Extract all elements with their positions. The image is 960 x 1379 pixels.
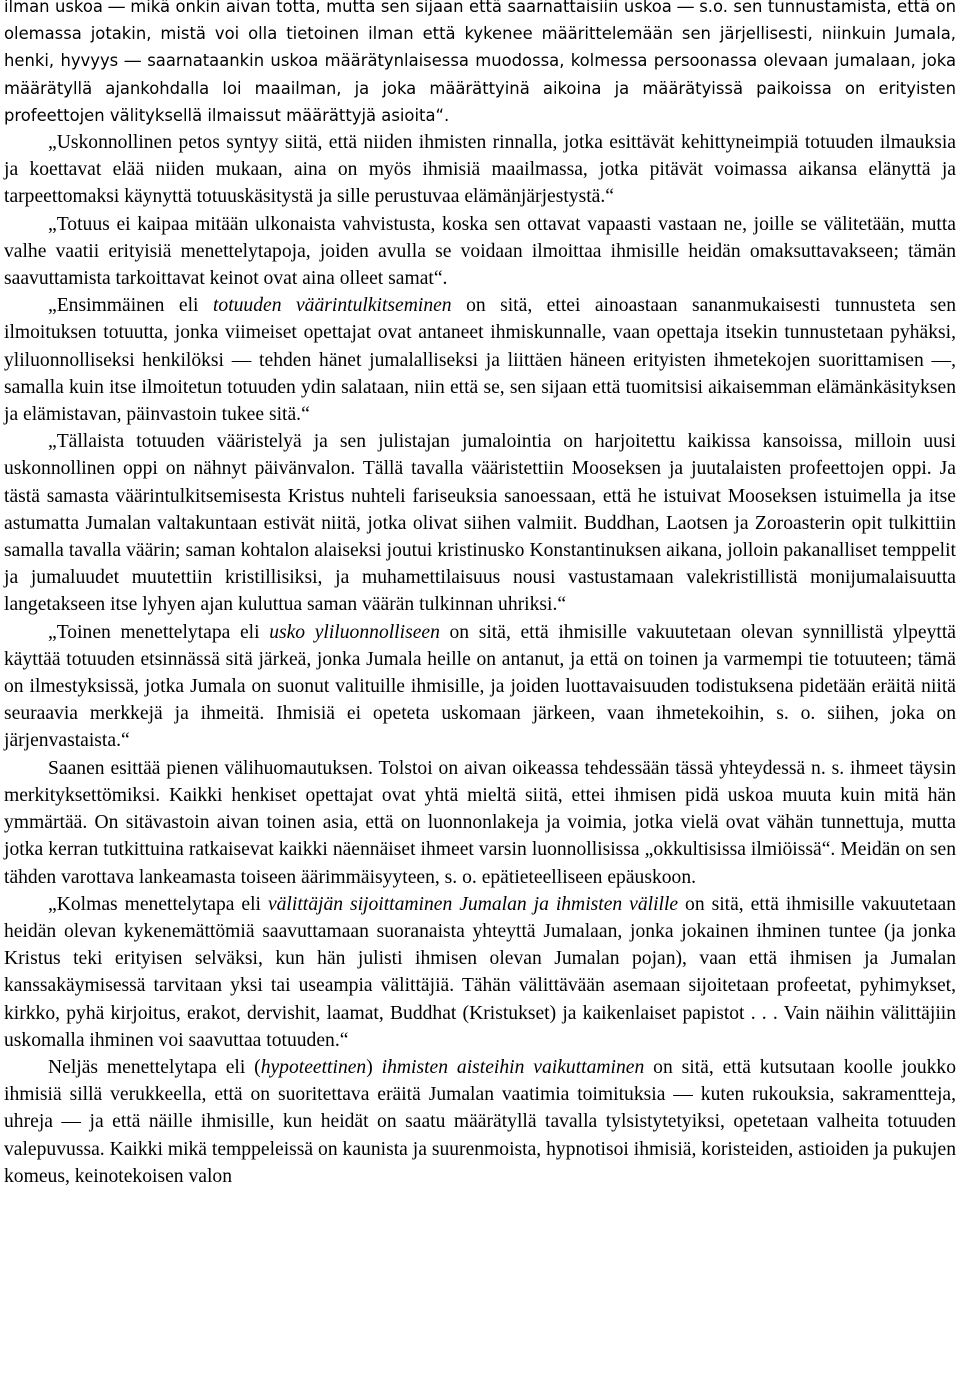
emphasized-text: hypoteettinen	[260, 1056, 367, 1078]
emphasized-text: totuuden väärintulkitseminen	[212, 295, 452, 317]
paragraph-totuus	[4, 212, 956, 294]
text-segment: „Totuus ei kaipaa mitään ulkonaista vahvistusta, koska sen ottavat vapaasti vastaan ne, joille se välitetään, mutta valhe vaatii erityisiä menettelytapoja, joiden avulla se voidaan ilmoittaa ihmisille heidän omaksuttavakseen; tämän saavuttamista tarkoittavat keinot ovat aina olleet samat“.	[4, 213, 956, 290]
text-segment: on sitä, että ihmisille vakuutetaan olevan synnillistä ylpeyttä käyttää totuuden etsinnässä sitä järkeä, jonka Jumala heille on antanut, ja että on toinen ja varmempi tie totuuteen; tämä on ilmestyksissä, jotka Jumala on suonut valituille ihmisille, ja joiden luottavaisuuden todistuksena pidetään eräitä niitä seuraavia merkkejä ja ihmeitä. Ihmisiä ei opeteta uskomaan järkeen, vaan ihmetekoihin, s. o. siihen, joka on järjenvastaista.“	[4, 621, 956, 752]
emphasized-text: ihmisten aisteihin vaikuttaminen	[381, 1056, 645, 1078]
paragraph-toinen	[4, 620, 956, 756]
text-segment: ilman uskoa ― mikä onkin aivan totta, mutta sen sijaan että saarnattaisiin uskoa ― s.o. sen tunnustamista, että on olemassa jotakin, mistä voi olla tietoinen ilman että kykenee määrittelemään sen järjellisesti, niinkuin Jumala, henki, hyvyys ― saarnataankin uskoa määrätynlaisessa muodossa, kolmessa persoonassa olevaan jumalaan, joka määrätyllä ajankohdalla loi maailman, ja joka määrättyinä aikoina ja määrätyissä paikoissa on erityisten profeettojen välityksellä ilmaissut määrättyjä asioita“.	[4, 0, 956, 125]
text-segment: „Uskonnollinen petos syntyy siitä, että niiden ihmisten rinnalla, jotka esittävät kehittyneimpiä totuuden ilmauksia ja koettavat elää niiden mukaan, aina on myös ihmisiä maailmassa, jotka pitävät voimassa aikansa elänyttä ja tarpeettomaksi käynyttä totuuskäsitystä ja sille perustuvaa elämänjärjestystä.“	[4, 132, 956, 208]
text-segment: on sitä, että kutsutaan koolle joukko ihmisiä sillä verukkeella, että on suoritettava eräitä Jumalan vaatimia toimituksia ― kuten rukouksia, sakramentteja, uhreja ― ja että näille ihmisille, kun heidät on saatu määrätyllä tavalla tylsistytetyiksi, opetetaan valheita totuuden valepuvussa. Kaikki mikä temppeleissä on kaunista ja suurenmoista, hypnotisoi ihmisiä, koristeiden, astioiden ja pukujen komeus, keinotekoisen valon	[4, 1056, 957, 1187]
text-segment: on sitä, että ihmisille vakuutetaan heidän olevan kykenemättömiä saavuttamaan suoranaista yhteyttä Jumalaan, jonka jokainen ihminen tuntee (ja jonka Kristus teki erityisen selväksi, kun hän julisti ihmisen olevan Jumalan pojan), vaan että ihmisen ja Jumalan kanssakäymisessä tarvitaan yksi tai useampia välittäjiä. Tähän välittävään asemaan sijoitetaan profeetat, pyhimykset, kirkko, pyhä kirjoitus, erakot, dervishit, laamat, Buddhat (Kristukset) ja kaikenlaiset papistot . . . Vain näihin välittäjiin uskomalla ihminen voi saavuttaa totuuden.“	[4, 893, 956, 1051]
paragraph-neljas	[4, 1055, 956, 1191]
text-segment: Saanen esittää pienen välihuomautuksen. Tolstoi on aivan oikeassa tehdessään tässä yhteydessä n. s. ihmeet täysin merkityksettömiksi. Kaikki henkiset opettajat ovat yhtä mieltä siitä, ettei ihmisen pidä uskoa muuta kuin mitä hän ymmärtää. On sitävastoin aivan toinen asia, että on luonnonlakeja ja voimia, jotka vielä ovat vähän tunnettuja, mutta jotka kerran tutkittuina ratkaisevat kaikki näennäiset ihmeet varsin luonnollisissa „okkultisissa ilmiöissä“. Meidän on sen tähden varottava lankeamasta toiseen äärimmäisyyteen, s. o. epätieteelliseen epäuskoon.	[4, 757, 956, 888]
paragraph-ensimmainen	[4, 293, 956, 429]
paragraph-tallaista	[4, 429, 956, 619]
paragraph-kolmas	[4, 892, 956, 1055]
text-segment: on sitä, ettei ainoastaan sananmukaisesti tunnusteta sen ilmoituksen totuutta, jonka viimeiset opettajat ovat antaneet ihmiskunnalle, vaan opettaja itsekin tunnustetaan pyhäksi, yliluonnolliseksi henkilöksi ― tehden hänet jumalalliseksi ja liittäen häneen erityisten ihmetekojen suorittamisen ―, samalla kuin itse ilmoitetun totuuden ydin salataan, niin että se, sen sijaan että tuomitsisi aikaisemman elämänkäsityksen ja elämistavan, päinvastoin tukee sitä.“	[4, 295, 956, 426]
text-segment: „Toinen menettelytapa eli	[48, 621, 270, 643]
emphasized-text: usko yliluonnolliseen	[269, 621, 440, 643]
paragraph-saanen	[4, 756, 956, 892]
text-segment: „Tällaista totuuden vääristelyä ja sen julistajan jumalointia on harjoitettu kaikissa kansoissa, milloin uusi uskonnollinen oppi on nähnyt päivänvalon. Tällä tavalla vääristettiin Mooseksen ja juutalaisten profeettojen oppi. Ja tästä samasta väärintulkitsemisesta Kristus nuhteli fariseuksia sanoessaan, että he istuivat Mooseksen istuimella ja itse astumatta Jumalan valtakuntaan estivät niitä, jotka olivat siihen valmiit. Buddhan, Laotsen ja Zoroasterin opit tulkittiin samalla tavalla väärin; saman kohtalon alaiseksi joutui kristinusko Konstantinuksen aikana, jolloin pakanalliset temppelit ja jumaluudet muutettiin kristillisiksi, ja muhamettilaisuus nousi vastustamaan valekristillistä monijumalaisuutta langetakseen itse lyhyen ajan kuluttua saman väärän tulkinnan uhriksi.“	[4, 431, 956, 616]
paragraph-intro	[4, 0, 956, 130]
emphasized-text: välittäjän sijoittaminen Jumalan ja ihmisten välille	[267, 893, 679, 915]
paragraph-uskonnollinen-petos	[4, 130, 956, 212]
text-segment: )	[366, 1056, 382, 1078]
document-body	[4, 0, 956, 1191]
text-segment: „Ensimmäinen eli	[48, 295, 213, 317]
text-segment: Neljäs menettelytapa eli (	[48, 1056, 261, 1078]
text-segment: „Kolmas menettelytapa eli	[48, 893, 268, 915]
